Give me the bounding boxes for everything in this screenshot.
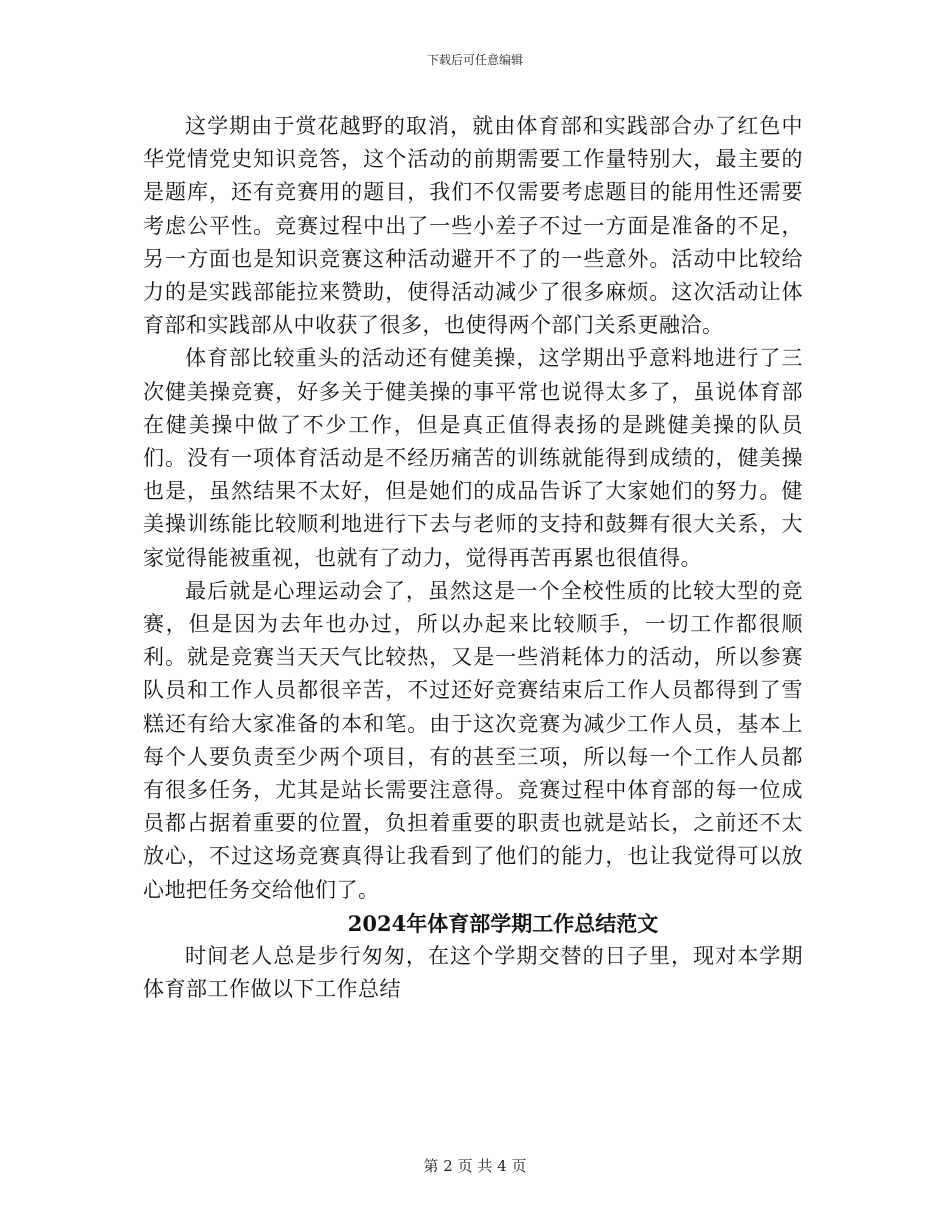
page-number: 第 2 页 共 4 页 (423, 1157, 527, 1175)
paragraph-quiz-activity: 这学期由于赏花越野的取消，就由体育部和实践部合办了红色中华党情党史知识竞答，这个活动的前期需要工作量特别大，最主要的是题库，还有竞赛用的题目，我们不仅需要考虑题目的能用性还需要考虑公平性。竞赛过程中出了一些小差子不过一方面是准备的不足，另一方面也是知识竞赛这种活动避开不了的一些意外。活动中比较给力的是实践部能拉来赞助，使得活动减少了很多麻烦。这次活动让体育部和实践部从中收获了很多，也使得两个部门关系更融洽。 (143, 114, 803, 338)
paragraph-intro: 时间老人总是步行匆匆，在这个学期交替的日子里，现对本学期体育部工作做以下工作总结 (143, 944, 803, 1002)
document-body (143, 110, 803, 1006)
paragraph-psychology-games: 最后就是心理运动会了，虽然这是一个全校性质的比较大型的竞赛，但是因为去年也办过，所以办起来比较顺手，一切工作都很顺利。就是竞赛当天天气比较热，又是一些消耗体力的活动，所以参赛队员和工作人员都很辛苦，不过还好竞赛结束后工作人员都得到了雪糕还有给大家准备的本和笔。由于这次竞赛为减少工作人员，基本上每个人要负责至少两个项目，有的甚至三项，所以每一个工作人员都有很多任务，尤其是站长需要注意得。竞赛过程中体育部的每一位成员都占据着重要的位置，负担着重要的职责也就是站长，之前还不太放心，不过这场竞赛真得让我看到了他们的能力，也让我觉得可以放心地把任务交给他们了。 (143, 578, 803, 902)
section-title: 2024年体育部学期工作总结范文 (347, 910, 659, 936)
page-header: 下载后可任意编辑 (426, 53, 523, 67)
paragraph-aerobics: 体育部比较重头的活动还有健美操，这学期出乎意料地进行了三次健美操竞赛，好多关于健美操的事平常也说得太多了，虽说体育部在健美操中做了不少工作，但是真正值得表扬的是跳健美操的队员们。没有一项体育活动是不经历痛苦的训练就能得到成绩的，健美操也是，虽然结果不太好，但是她们的成品告诉了大家她们的努力。健美操训练能比较顺利地进行下去与老师的支持和鼓舞有很大关系，大家觉得能被重视，也就有了动力，觉得再苦再累也很值得。 (143, 346, 803, 570)
